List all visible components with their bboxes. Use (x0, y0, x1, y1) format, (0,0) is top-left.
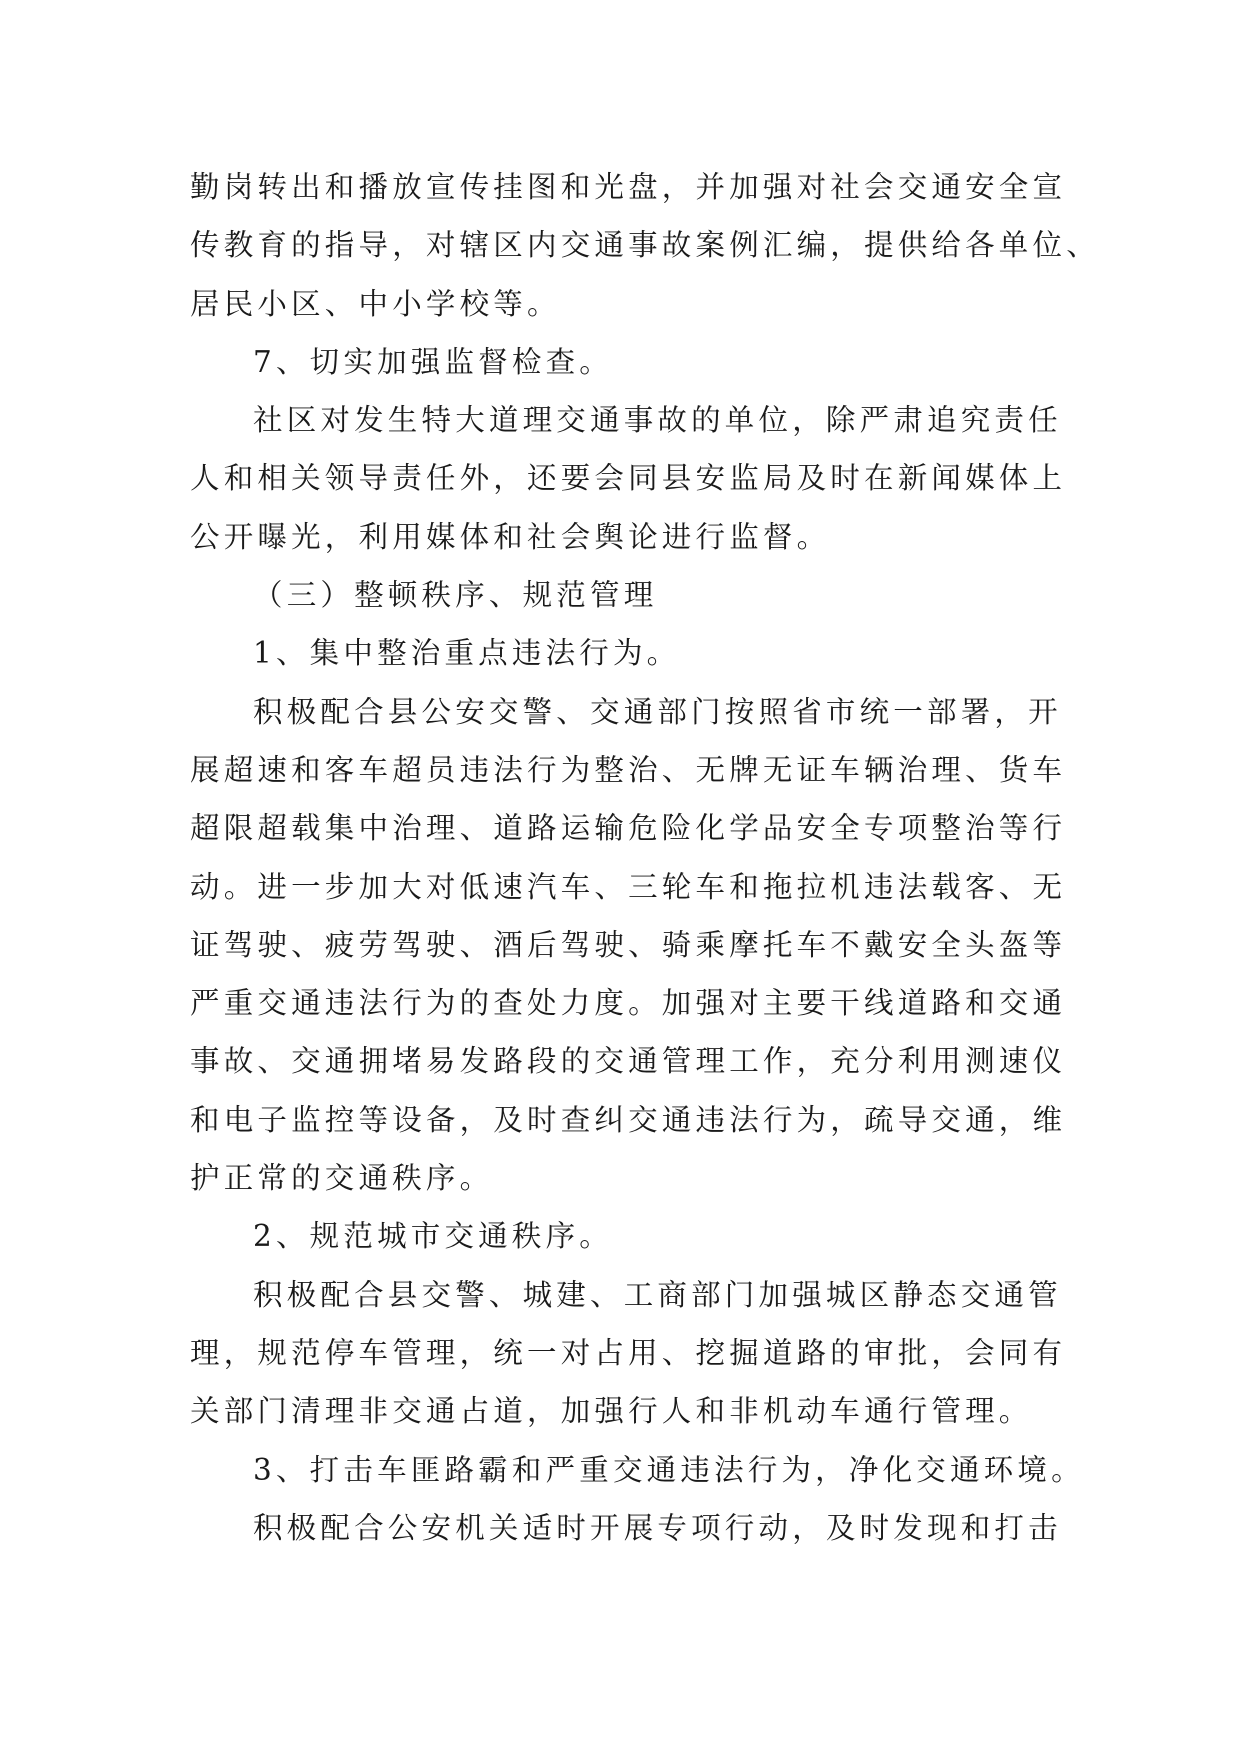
section-item-heading: 7、切实加强监督检查。 (253, 344, 613, 379)
text-line: 传教育的指导，对辖区内交通事故案例汇编，提供给各单位、 (190, 228, 1100, 263)
text-line: 积极配合县交警、城建、工商部门加强城区静态交通管 (253, 1277, 1062, 1312)
section-heading: （三）整顿秩序、规范管理 (253, 578, 658, 613)
body-text (190, 158, 1100, 1557)
text-line: 展超速和客车超员违法行为整治、无牌无证车辆治理、货车 (190, 752, 1067, 787)
text-line: 积极配合县公安交警、交通部门按照省市统一部署，开 (253, 694, 1062, 729)
text-line: 关部门清理非交通占道，加强行人和非机动车通行管理。 (190, 1394, 1033, 1429)
text-line: 居民小区、中小学校等。 (190, 286, 561, 321)
section-item-heading: 1、集中整治重点违法行为。 (253, 636, 681, 671)
text-line: 人和相关领导责任外，还要会同县安监局及时在新闻媒体上 (190, 461, 1067, 496)
text-line: 超限超载集中治理、道路运输危险化学品安全专项整治等行 (190, 811, 1067, 846)
text-line: 动。进一步加大对低速汽车、三轮车和拖拉机违法载客、无 (190, 869, 1067, 904)
text-line: 和电子监控等设备，及时查纠交通违法行为，疏导交通，维 (190, 1102, 1067, 1137)
text-line: 证驾驶、疲劳驾驶、酒后驾驶、骑乘摩托车不戴安全头盔等 (190, 927, 1067, 962)
section-item-heading: 2、规范城市交通秩序。 (253, 1219, 613, 1254)
text-line: 公开曝光，利用媒体和社会舆论进行监督。 (190, 519, 831, 554)
text-line: 社区对发生特大道理交通事故的单位，除严肃追究责任 (253, 403, 1062, 438)
text-line: 护正常的交通秩序。 (190, 1161, 494, 1196)
text-line: 事故、交通拥堵易发路段的交通管理工作，充分利用测速仪 (190, 1044, 1067, 1079)
text-line: 严重交通违法行为的查处力度。加强对主要干线道路和交通 (190, 986, 1067, 1021)
text-line: 勤岗转出和播放宣传挂图和光盘，并加强对社会交通安全宣 (190, 170, 1067, 204)
text-line: 理，规范停车管理，统一对占用、挖掘道路的审批，会同有 (190, 1335, 1067, 1370)
section-item-heading: 3、打击车匪路霸和严重交通违法行为，净化交通环境。 (253, 1452, 1085, 1487)
text-line: 积极配合公安机关适时开展专项行动，及时发现和打击 (253, 1510, 1062, 1545)
